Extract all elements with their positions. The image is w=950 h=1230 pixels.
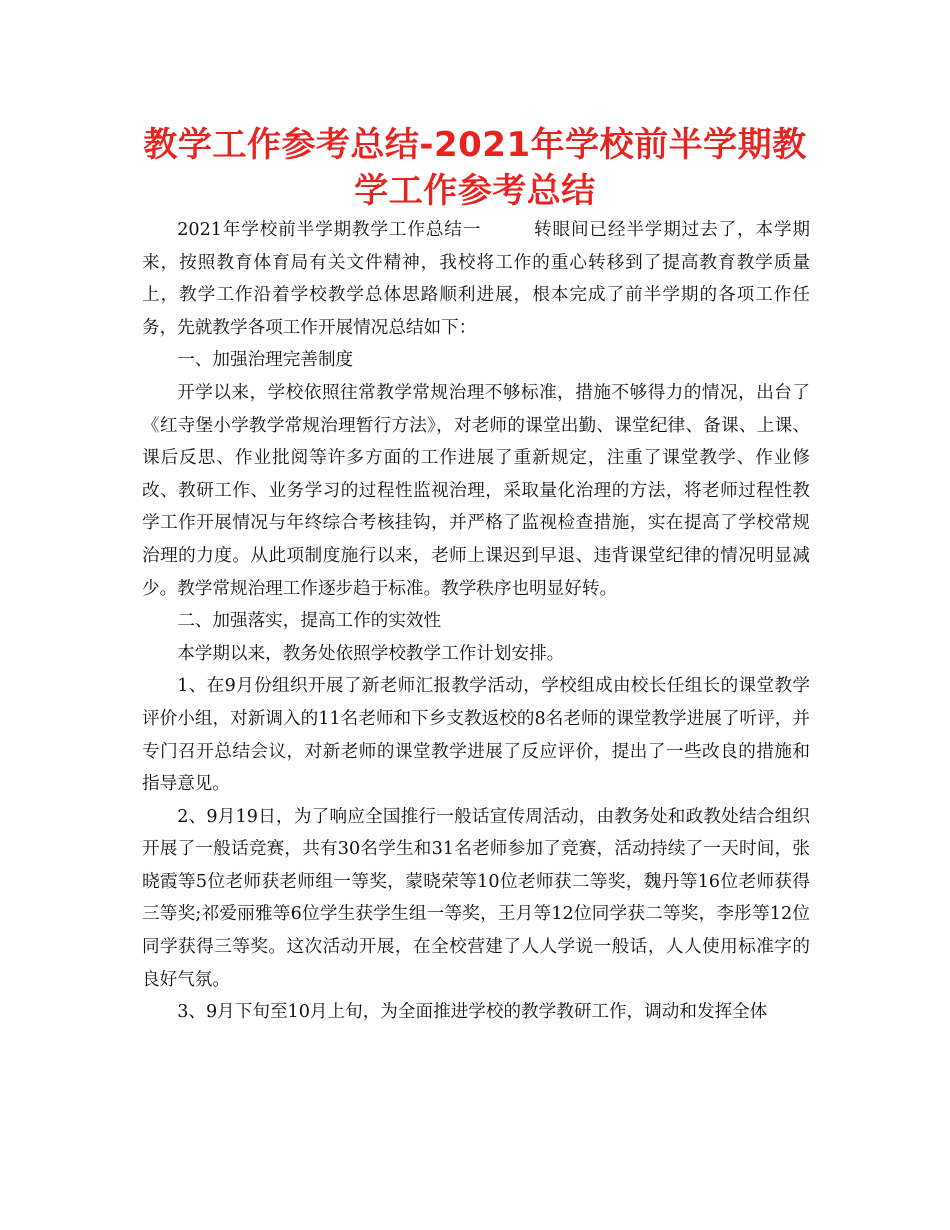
document-body (142, 214, 810, 1029)
intro-lead: 2021年学校前半学期教学工作总结一 (177, 220, 482, 240)
intro-paragraph (142, 214, 810, 344)
body-paragraph: 1、在9月份组织开展了新老师汇报教学活动，学校组成由校长任组长的课堂教学评价小组，对新调入的11名老师和下乡支教返校的8名老师的课堂教学进展了听评，并专门召开总结会议，对新老师的课堂教学进展了反应评价，提出了一些改良的措施和指导意见。 (142, 676, 810, 795)
body-paragraph: 3、9月下旬至10月上旬，为全面推进学校的教学教研工作，调动和发挥全体 (177, 1002, 768, 1023)
body-paragraph: 本学期以来，教务处依照学校教学工作计划安排。 (177, 643, 565, 664)
intro-text: 转眼间已经半学期过去了，本学期来，按照教育体育局有关文件精神，我校将工作的重心转移到了提高教育教学质量上，教学工作沿着学校教学总体思路顺利进展，根本完成了前半学期的各项工作任务，先就教学各项工作开展情况总结如下： (142, 220, 810, 338)
section-heading-1: 一、加强治理完善制度 (177, 350, 354, 371)
body-paragraph: 开学以来，学校依照往常教学常规治理不够标准，措施不够得力的情况，出台了《红寺堡小学教学常规治理暂行方法》，对老师的课堂出勤、课堂纪律、备课、上课、课后反思、作业批阅等许多方面的工作进展了重新规定，注重了课堂教学、作业修改、教研工作、业务学习的过程性监视治理，采取量化治理的方法，将老师过程性教学工作开展情况与年终综合考核挂钩，并严格了监视检查措施，实在提高了学校常规治理的力度。从此项制度施行以来，老师上课迟到早退、违背课堂纪律的情况明显减少。教学常规治理工作逐步趋于标准。教学秩序也明显好转。 (142, 382, 810, 599)
section-heading-2: 二、加强落实，提高工作的实效性 (177, 611, 442, 632)
document-title: 教学工作参考总结-2021年学校前半学期教学工作参考总结 (143, 125, 807, 211)
body-paragraph: 2、9月19日，为了响应全国推行一般话宣传周活动，由教务处和政教处结合组织开展了一般话竞赛，共有30名学生和31名老师参加了竞赛，活动持续了一天时间，张晓霞等5位老师获老师组一等奖，蒙晓荣等10位老师获二等奖，魏丹等16位老师获得三等奖;祁爱丽雅等6位学生获学生组一等奖，王月等12位同学获二等奖，李彤等12位同学获得三等奖。这次活动开展，在全校营建了人人学说一般话，人人使用标准字的良好气氛。 (142, 806, 810, 990)
